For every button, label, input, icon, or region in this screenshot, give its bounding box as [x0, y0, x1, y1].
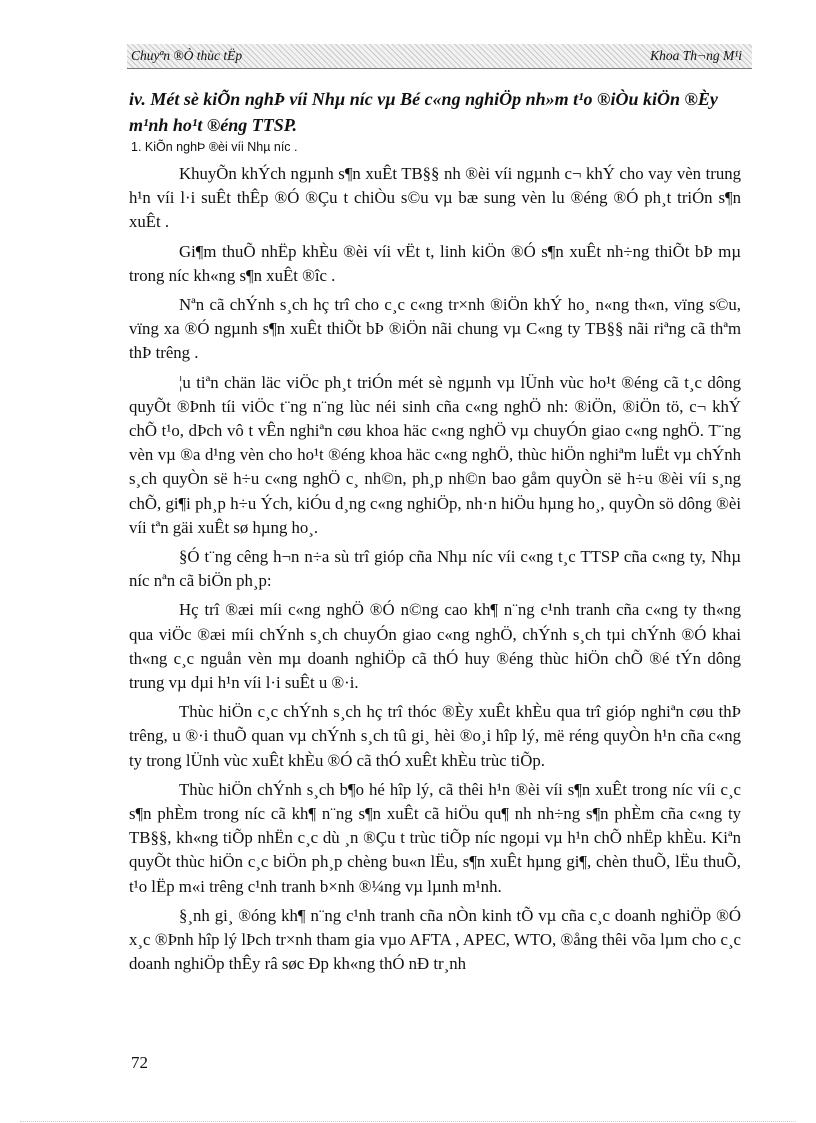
- section-heading: iv. Mét sè kiÕn nghÞ víi Nhµ níc vµ Bé c«ng nghiÖp nh»m t¹o ®iÒu kiÖn ®Èy m¹nh ho¹t ®éng TTSP.: [129, 89, 718, 135]
- paragraph: §Ó t¨ng cêng h¬n n÷a sù trî gióp cña Nhµ níc víi c«ng t¸c TTSP cña c«ng ty, Nhµ níc nªn cã biÖn ph¸p:: [129, 547, 741, 591]
- paragraph: Nªn cã chÝnh s¸ch hç trî cho c¸c c«ng tr×nh ®iÖn khÝ ho¸ n«ng th«n, vïng s©u, vïng xa ®Ó ngµnh s¶n xuÊt thiÕt bÞ ®iÖn nãi chung vµ C«ng ty TB§§ nãi riªng cã thªm thÞ trêng .: [129, 295, 741, 363]
- subsection-heading: 1. KiÕn nghÞ ®èi víi Nhµ níc .: [131, 140, 298, 154]
- page-number: 72: [131, 1053, 148, 1072]
- paragraph: Thùc hiÖn chÝnh s¸ch b¶o hé hîp lý, cã thêi h¹n ®èi víi s¶n xuÊt trong níc víi c¸c s¶n phÈm trong níc cã kh¶ n¨ng s¶n xuÊt cã hiÖu qu¶ nh nh÷ng s¶n phÈm cña c«ng ty TB§§, kh«ng tiÕp nhËn c¸c dù ¸n ®Çu t trùc tiÕp níc ngoµi vµ h¹n chÕ nhËp khÈu. Kiªn quyÕt thùc hiÖn c¸c biÖn ph¸p chèng bu«n lËu, s¶n xuÊt hµng gi¶, chèn thuÕ, lËu thuÕ, t¹o lËp m«i trêng c¹nh tranh b×nh ®¼ng vµ lµnh m¹nh.: [129, 779, 741, 896]
- header-right-text: Khoa Th¬ng M¹i: [650, 48, 742, 63]
- paragraph: KhuyÕn khÝch ngµnh s¶n xuÊt TB§§ nh ®èi víi ngµnh c¬ khÝ cho vay vèn trung h¹n víi l·i suÊt thÊp ®Ó ®Çu t chiÒu s©u vµ bæ sung vèn lu ®éng ®Ó ph¸t triÓn s¶n xuÊt .: [129, 164, 741, 232]
- paragraph: §¸nh gi¸ ®óng kh¶ n¨ng c¹nh tranh cña nÒn kinh tÕ vµ cña c¸c doanh nghiÖp ®Ó x¸c ®Þnh hîp lý lÞch tr×nh tham gia vµo AFTA , APEC, WTO, ®ång thêi võa lµm cho c¸c doanh nghiÖp thÊy râ søc Ðp kh«ng thÓ nÐ tr¸nh: [129, 905, 741, 974]
- paragraph: Hç trî ®æi míi c«ng nghÖ ®Ó n©ng cao kh¶ n¨ng c¹nh tranh cña c«ng ty th«ng qua viÖc ®æi míi chÝnh s¸ch chuyÓn giao c«ng nghÖ, chÝnh s¸ch tµi chÝnh ®Ó khai th«ng c¸c nguån vèn mµ doanh nghiÖp cã thÓ huy ®éng thùc hiÖn chÕ ®é tÝn dông trung vµ dµi h¹n víi l·i suÊt u ®·i.: [129, 600, 741, 693]
- paragraph: Gi¶m thuÕ nhËp khÈu ®èi víi vËt t, linh kiÖn ®Ó s¶n xuÊt nh÷ng thiÕt bÞ mµ trong níc kh«ng s¶n xuÊt ®îc .: [129, 241, 741, 285]
- running-header: [127, 44, 752, 69]
- paragraph: ¦u tiªn chän läc viÖc ph¸t triÓn mét sè ngµnh vµ lÜnh vùc ho¹t ®éng cã t¸c dông quyÕt ®Þnh tíi viÖc t¨ng n¨ng lùc néi sinh cña c«ng nghÖ nh: ®iÖn, ®iÖn tö, c¬ khÝ chÕ t¹o, dÞch vô t vÊn nghiªn cøu khoa häc c«ng nghÖ vµ chuyÓn giao c«ng nghÖ. T¨ng vèn vµ ®a d¹ng vèn cho ho¹t ®éng khoa häc c«ng nghÖ, thùc hiÖn nghiªm luËt vµ chÝnh s¸ch quyÒn së h÷u c«ng nghÖ c¸ nh©n, ph¸p nh©n bao gåm quyÒn së h÷u ®èi víi s¸ng chÕ, gi¶i ph¸p h÷u Ých, kiÓu d¸ng c«ng nghiÖp, nh·n hiÖu hµng ho¸, quyÒn sö dông ®èi víi tªn gäi xuÊt sø hµng ho¸.: [129, 372, 741, 537]
- body-text: [129, 162, 741, 982]
- footer-divider: [20, 1121, 796, 1122]
- header-left-text: Chuyªn ®Ò thùc tËp: [131, 48, 243, 63]
- paragraph: Thùc hiÖn c¸c chÝnh s¸ch hç trî thóc ®Èy xuÊt khÈu qua trî gióp nghiªn cøu thÞ trêng, u ®·i thuÕ quan vµ chÝnh s¸ch tû gi¸ hèi ®o¸i hîp lý, më réng quyÒn h¹n cña c«ng ty trong lÜnh vùc xuÊt khÈu ®Ó cã thÓ xuÊt khÈu trùc tiÕp.: [129, 702, 741, 770]
